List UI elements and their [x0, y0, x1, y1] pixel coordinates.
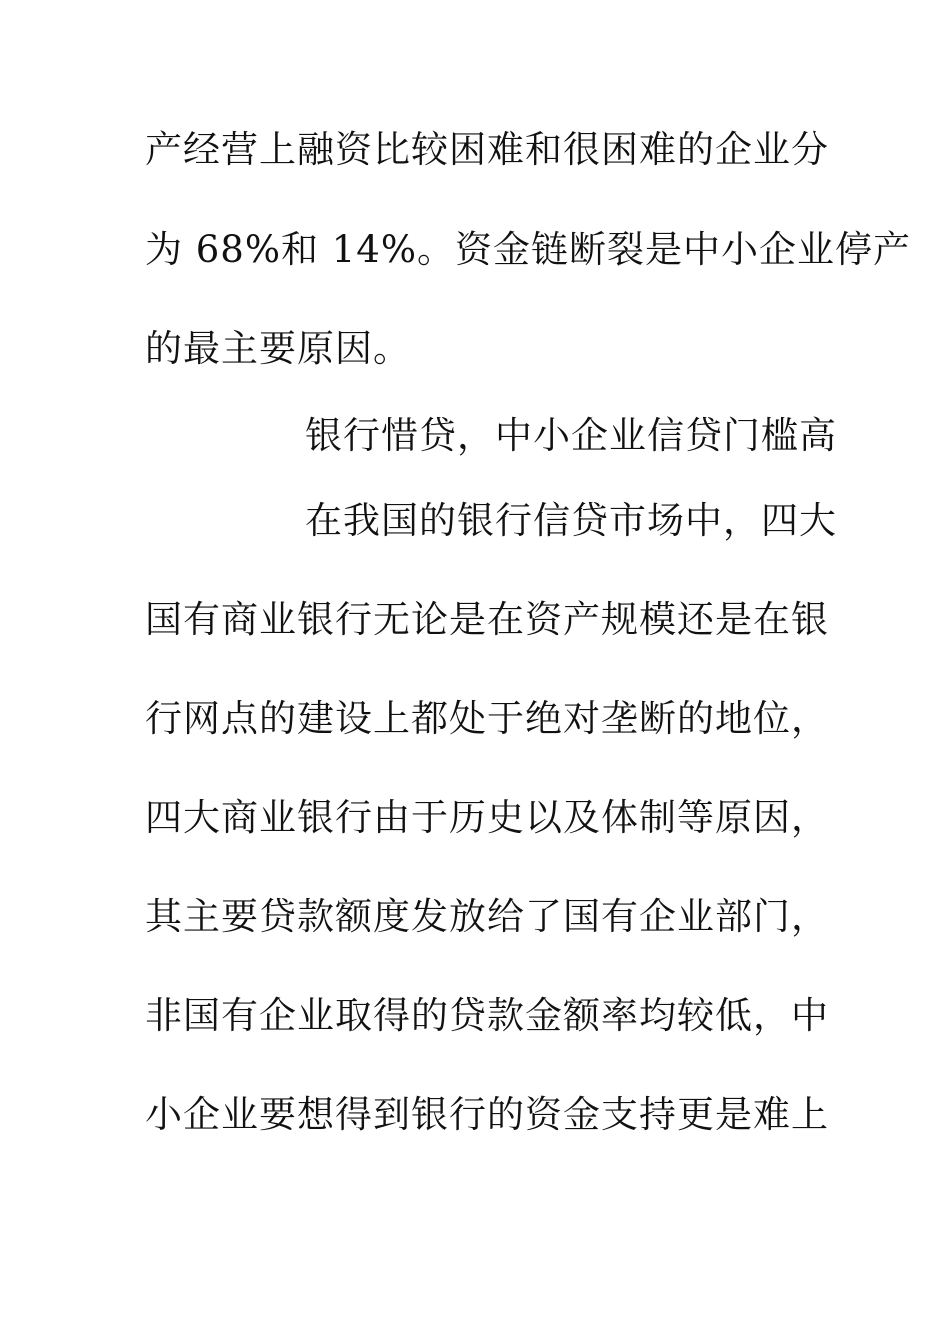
paragraph-line-6: 非国有企业取得的贷款金额率均较低，中 [145, 994, 829, 1037]
paragraph-line-3: 行网点的建设上都处于绝对垄断的地位， [145, 697, 829, 740]
paragraph-line-4: 四大商业银行由于历史以及体制等原因， [145, 796, 829, 839]
text-line-3: 的最主要原因。 [145, 327, 411, 370]
text-line-1: 产经营上融资比较困难和很困难的企业分 [145, 128, 829, 171]
section-heading: 银行惜贷，中小企业信贷门槛高 [305, 414, 837, 457]
paragraph-line-2: 国有商业银行无论是在资产规模还是在银 [145, 598, 829, 641]
paragraph-line-7: 小企业要想得到银行的资金支持更是难上 [145, 1093, 829, 1136]
paragraph-line-1: 在我国的银行信贷市场中，四大 [305, 499, 837, 542]
paragraph-line-5: 其主要贷款额度发放给了国有企业部门， [145, 895, 829, 938]
text-line-2: 为 68%和 14%。资金链断裂是中小企业停产 [145, 228, 911, 271]
